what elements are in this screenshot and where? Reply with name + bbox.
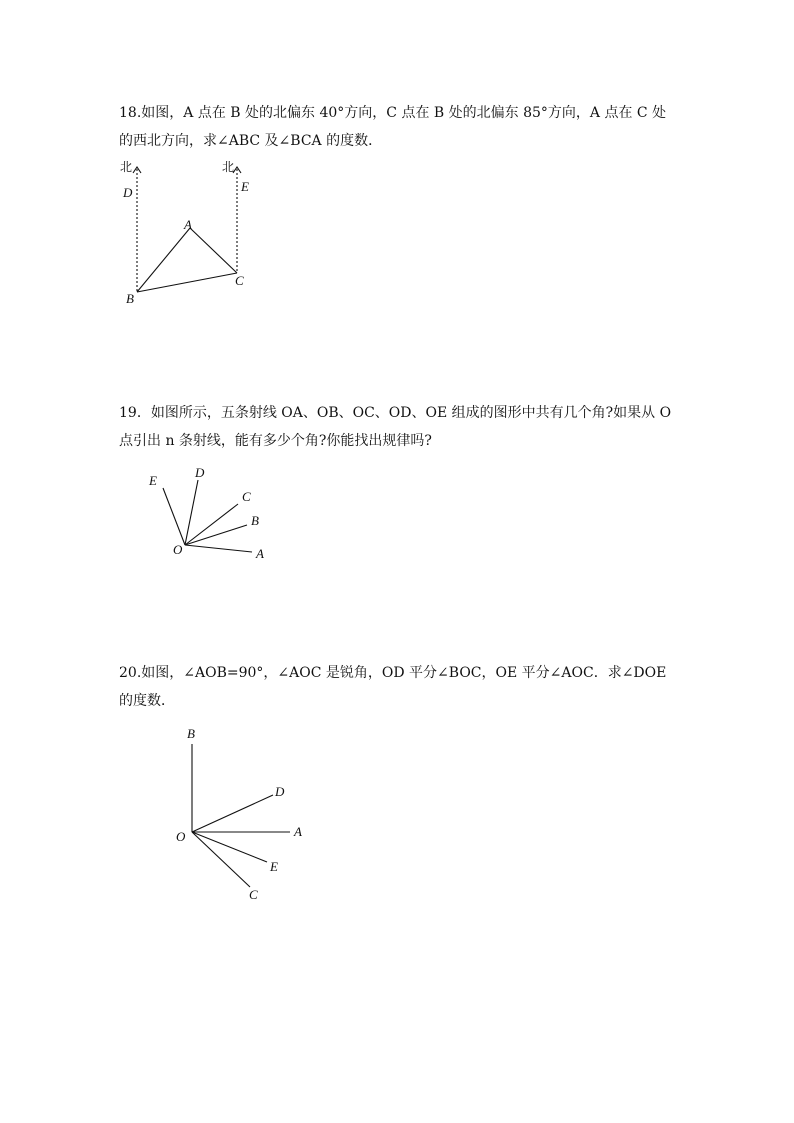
point-label-b: B [126,291,134,306]
point-label-e: E [149,473,157,488]
segment-bc [137,273,237,292]
point-label-c: C [235,273,244,288]
point-label-b: B [251,513,259,528]
ray-oa [185,545,252,552]
segment-ba [137,228,190,292]
point-label-d: D [123,185,133,200]
ray-od [185,480,198,545]
point-label-e: E [241,179,249,194]
point-label-c: C [249,887,258,902]
north-label-left: 北 [120,160,133,174]
ray-oe [163,488,185,545]
point-label-e: E [270,859,278,874]
figure-18 [110,155,270,310]
ray-od [192,795,273,832]
question-18-text: 18.如图，A 点在 B 处的北偏东 40°方向，C 点在 B 处的北偏东 85°方向，A 点在 C 处的西北方向，求∠ABC 及∠BCA 的度数． [119,105,667,149]
segment-ac [190,228,237,273]
ray-oc [185,504,238,545]
point-label-o: O [176,829,186,844]
ray-ob [185,525,247,545]
point-label-b: B [187,726,195,741]
north-label-right: 北 [222,160,235,174]
point-label-d: D [275,784,285,799]
question-19-text: 19．如图所示，五条射线 OA、OB、OC、OD、OE 组成的图形中共有几个角?如果从 O 点引出 n 条射线，能有多少个角?你能找出规律吗? [119,405,672,449]
point-label-a: A [294,824,302,839]
ray-oe [192,832,267,862]
point-label-a: A [256,546,264,561]
figure-19 [140,460,280,565]
point-label-c: C [242,489,251,504]
figure-20 [165,722,315,907]
question-20-text: 20.如图，∠AOB=90°，∠AOC 是锐角，OD 平分∠BOC，OE 平分∠AOC．求∠DOE 的度数． [119,665,667,709]
ray-oc [192,832,250,887]
point-label-o: O [173,542,183,557]
point-label-d: D [195,465,205,480]
point-label-a: A [184,217,192,232]
